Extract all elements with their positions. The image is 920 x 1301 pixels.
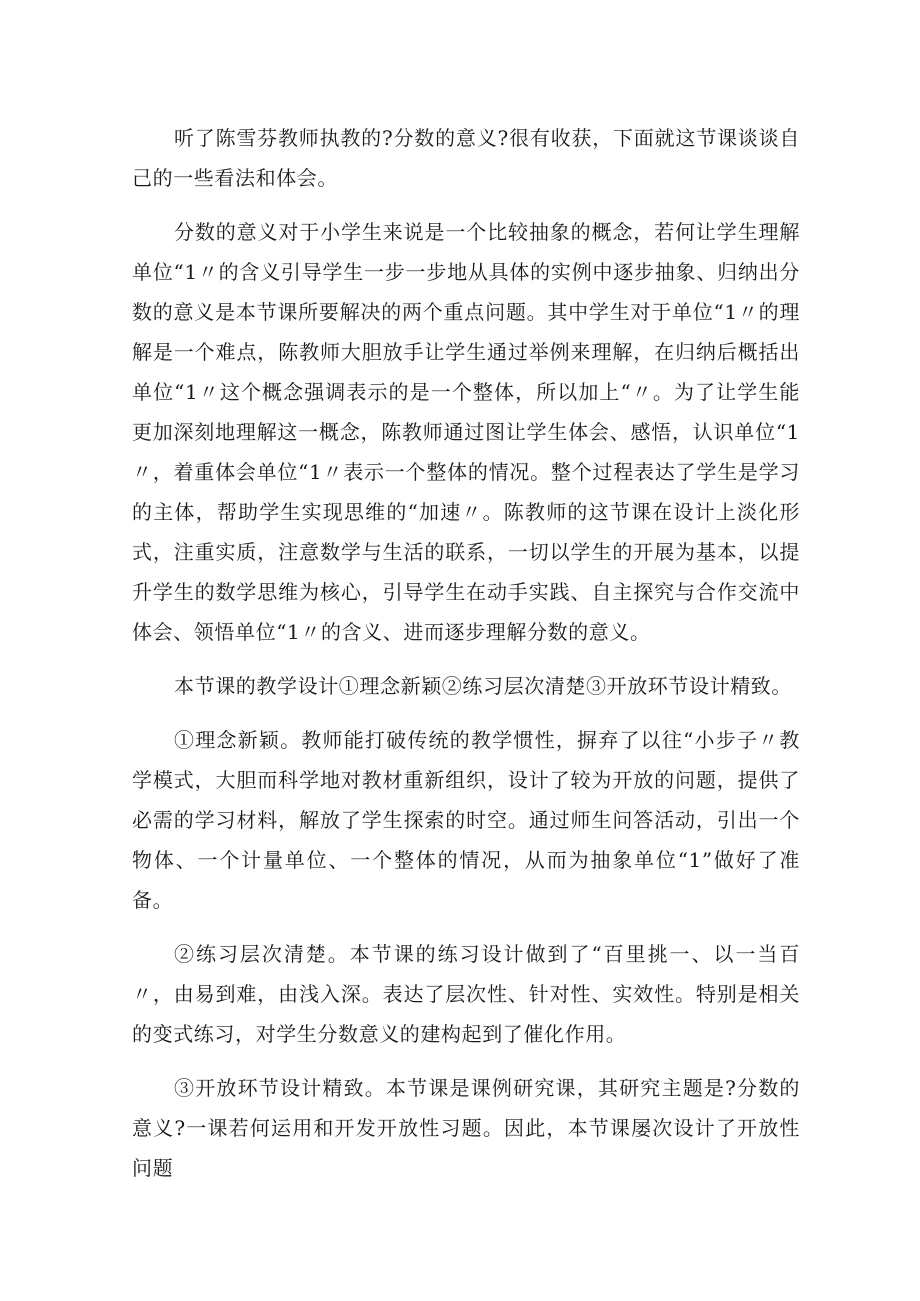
paragraph-unit-one-concept: 分数的意义对于小学生来说是一个比较抽象的概念，若何让学生理解单位“1〃的含义引导学生一步一步地从具体的实例中逐步抽象、归纳出分数的意义是本节课所要解决的两个重点问题。其中学生对于单位“1〃的理解是一个难点，陈教师大胆放手让学生通过举例来理解，在归纳后概括出单位“1〃这个概念强调表示的是一个整体，所以加上“〃。为了让学生能更加深刻地理解这一概念，陈教师通过图让学生体会、感悟，认识单位“1〃，着重体会单位“1〃表示一个整体的情况。整个过程表达了学生是学习的主体，帮助学生实现思维的“加速〃。陈教师的这节课在设计上淡化形式，注重实质，注意数学与生活的联系，一切以学生的开展为基本，以提升学生的数学思维为核心，引导学生在动手实践、自主探究与合作交流中体会、领悟单位“1〃的含义、进而逐步理解分数的意义。 [132,220,800,644]
document-page [132,118,800,1188]
paragraph-point-one: ①理念新颖。教师能打破传统的教学惯性，摒弃了以往“小步子〃教学模式，大胆而科学地对教材重新组织，设计了较为开放的问题，提供了必需的学习材料，解放了学生探索的时空。通过师生问答活动，引出一个物体、一个计量单位、一个整体的情况，从而为抽象单位“1”做好了准备。 [132,728,800,912]
paragraph-gap [132,920,800,934]
paragraph-design-summary: 本节课的教学设计①理念新颖②练习层次清楚③开放环节设计精致。 [174,674,792,698]
paragraph-gap [132,198,800,212]
paragraph-intro: 听了陈雪芬教师执教的?分数的意义?很有收获，下面就这节课谈谈自己的一些看法和体会。 [132,126,800,190]
paragraph-point-three: ③开放环节设计精致。本节课是课例研究课，其研究主题是?分数的意义?一课若何运用和开发开放性习题。因此，本节课屡次设计了开放性问题 [132,1076,800,1180]
paragraph-point-two: ②练习层次清楚。本节课的练习设计做到了“百里挑一、以一当百〃，由易到难，由浅入深。表达了层次性、针对性、实效性。特别是相关的变式练习，对学生分数意义的建构起到了催化作用。 [132,942,800,1046]
paragraph-gap [132,652,800,666]
paragraph-gap [132,1054,800,1068]
paragraph-gap [132,706,800,720]
